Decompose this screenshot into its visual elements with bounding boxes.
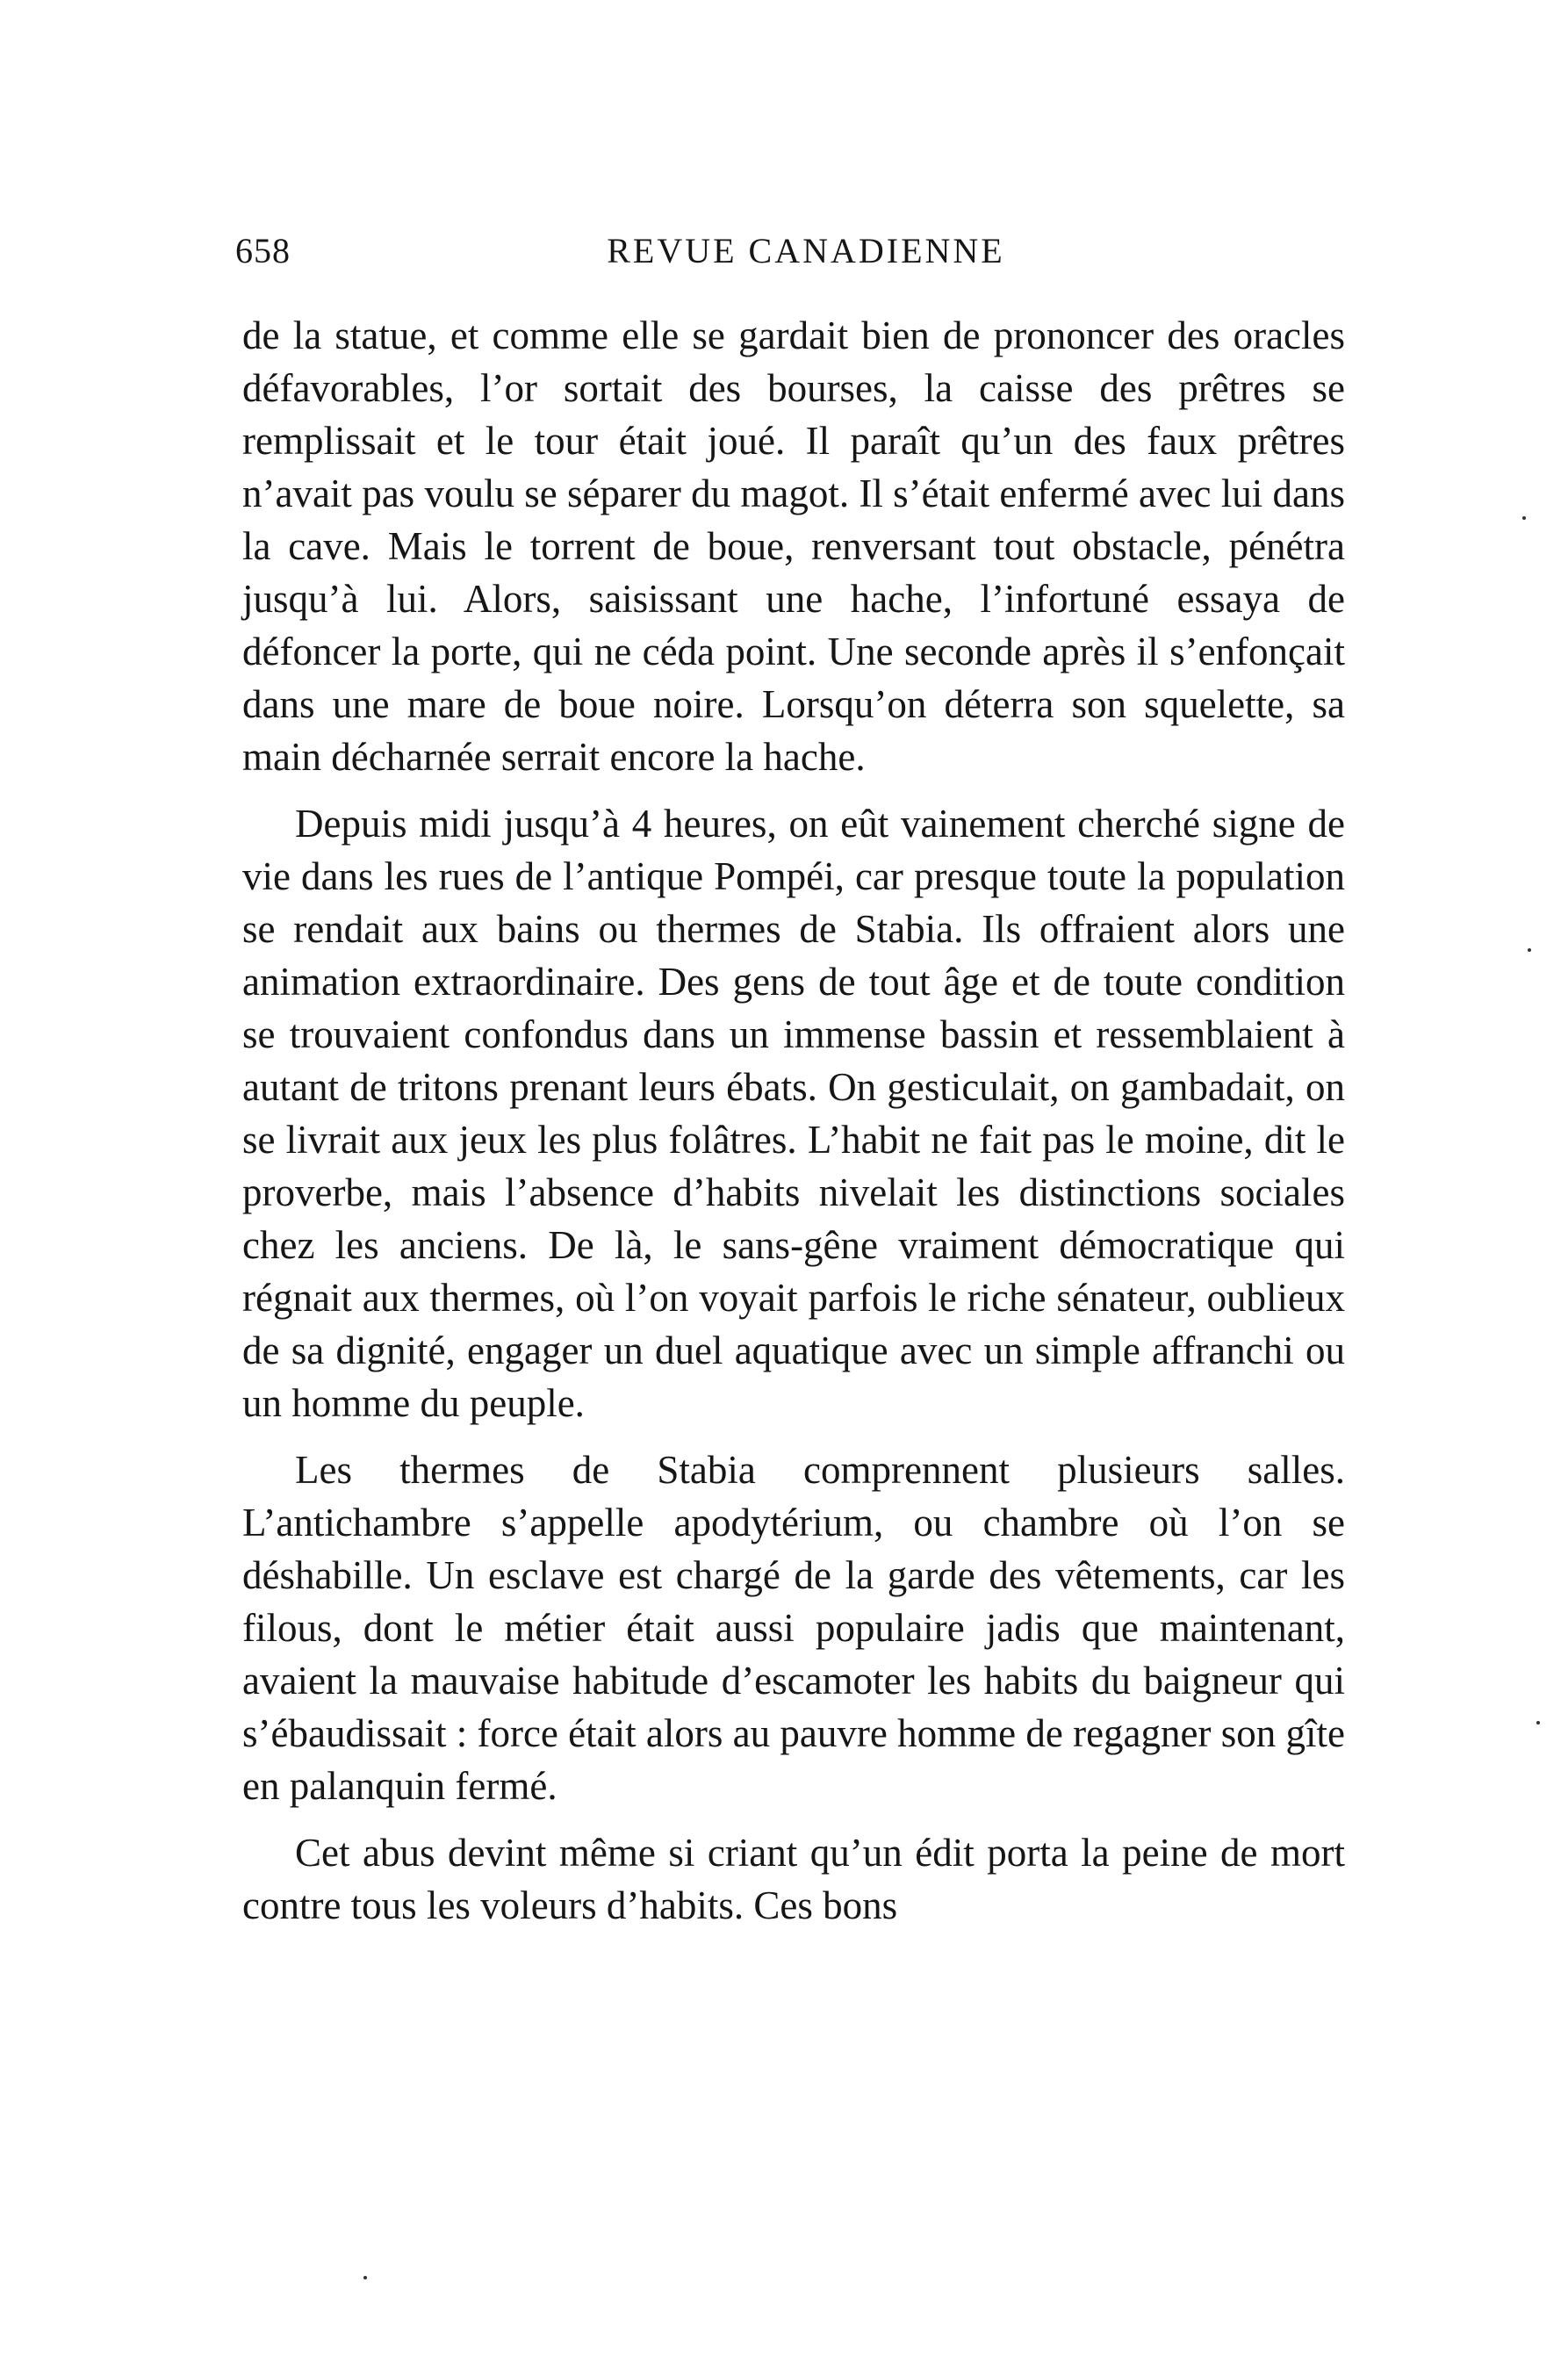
paragraph-3: Les thermes de Stabia comprennent plusieurs salles. L’antichambre s’appelle apodytérium, ou chambre où l’on se déshabille. Un esclave est chargé de la garde des vêtements, car les filous, dont le métier était aussi populaire jadis que maintenant, avaient la mauvaise habitude d’escamoter les habits du baigneur qui s’ébaudissait : force était alors au pauvre homme de regagner son gîte en palanquin fermé. <box>242 1448 1345 1808</box>
paragraph-1: de la statue, et comme elle se gardait bien de prononcer des oracles défavorables, l’or sortait des bourses, la caisse des prêtres se remplissait et le tour était joué. Il paraît qu’un des faux prêtres n’avait pas voulu se séparer du magot. Il s’était enfermé avec lui dans la cave. Mais le torrent de boue, renversant tout obstacle, pénétra jusqu’à lui. Alors, saisissant une hache, l’infortuné essaya de défoncer la porte, qui ne céda point. Une seconde après il s’enfonçait dans une mare de boue noire. Lorsqu’on déterra son squelette, sa main décharnée serrait encore la hache. <box>242 313 1345 779</box>
paragraph-2: Depuis midi jusqu’à 4 heures, on eût vainement cherché signe de vie dans les rues de l’antique Pompéi, car presque toute la population se rendait aux bains ou thermes de Stabia. Ils offraient alors une animation extraordinaire. Des gens de tout âge et de toute condition se trouvaient confondus dans un immense bassin et ressemblaient à autant de tritons prenant leurs ébats. On gesticulait, on gambadait, on se livrait aux jeux les plus folâtres. L’habit ne fait pas le moine, dit le proverbe, mais l’absence d’habits nivelait les distinctions sociales chez les anciens. De là, le sans-gêne vraiment démocratique qui régnait aux thermes, où l’on voyait parfois le riche sénateur, oublieux de sa dignité, engager un duel aquatique avec un simple affranchi ou un homme du peuple. <box>242 802 1345 1425</box>
scan-speck <box>1528 948 1531 952</box>
page-number: 658 <box>235 231 291 270</box>
paragraph-4: Cet abus devint même si criant qu’un édit porta la peine de mort contre tous les voleurs d’habits. Ces bons <box>242 1831 1345 1927</box>
scan-speck <box>363 2276 367 2279</box>
scan-speck <box>1522 516 1526 520</box>
scan-speck <box>1536 1721 1540 1724</box>
body-text <box>242 309 1345 1932</box>
journal-title: REVUE CANADIENNE <box>607 231 1005 270</box>
running-head <box>235 230 1324 283</box>
